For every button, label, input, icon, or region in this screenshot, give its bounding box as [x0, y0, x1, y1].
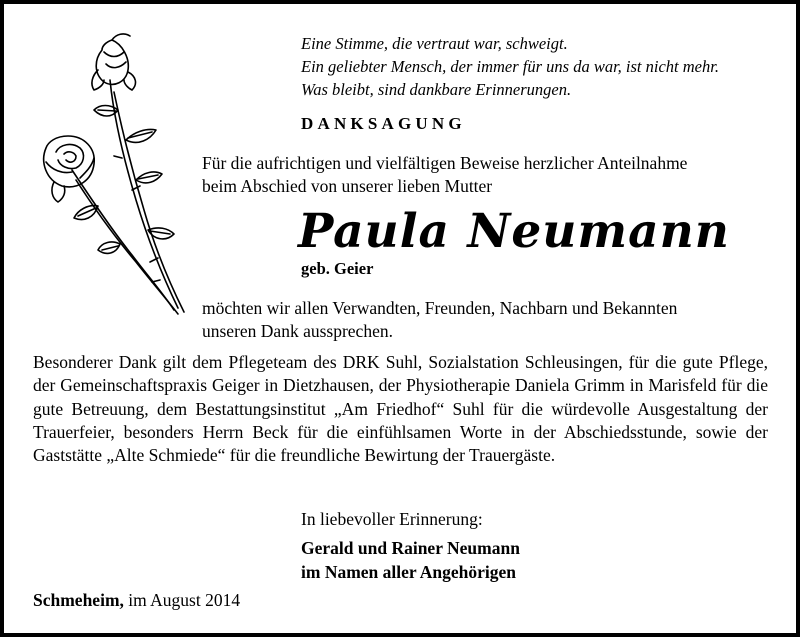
poem-line: Was bleibt, sind dankbare Erinnerungen.	[301, 80, 572, 99]
intro-line: beim Abschied von unserer lieben Mutter	[202, 176, 493, 196]
intro-text	[202, 152, 772, 198]
memorial-poem	[301, 32, 781, 101]
poem-line: Ein geliebter Mensch, der immer für uns da war, ist nicht mehr.	[301, 57, 719, 76]
rose-drawing-icon	[32, 30, 192, 320]
signatories	[301, 536, 520, 584]
poem-line: Eine Stimme, die vertraut war, schweigt.	[301, 34, 568, 53]
date: im August 2014	[128, 590, 241, 610]
deceased-name: Paula Neumann	[298, 204, 730, 259]
thanks-line: möchten wir allen Verwandten, Freunden, Nachbarn und Bekannten	[202, 298, 678, 318]
signatory-family: im Namen aller Angehörigen	[301, 562, 517, 582]
thanks-text	[202, 297, 772, 343]
intro-line: Für die aufrichtigen und vielfältigen Beweise herzlicher Anteilnahme	[202, 153, 688, 173]
notice-heading: DANKSAGUNG	[301, 114, 466, 133]
maiden-name: geb. Geier	[301, 259, 374, 278]
closing-phrase: In liebevoller Erinnerung:	[301, 509, 483, 529]
thanks-line: unseren Dank aussprechen.	[202, 321, 393, 341]
signatory-names: Gerald und Rainer Neumann	[301, 538, 520, 558]
place-and-date	[33, 590, 240, 611]
place: Schmeheim,	[33, 590, 124, 610]
special-thanks-paragraph: Besonderer Dank gilt dem Pflegeteam des DRK Suhl, Sozialstation Schleusingen, für die gute Pflege, der Gemeinschaftspraxis Geiger in Dietzhausen, der Physiotherapie Daniela Grimm in Marisfeld für die gute Betreuung, dem Bestattungsinstitut „Am Friedhof“ Suhl für die würdevolle Ausgestaltung der Trauerfeier, besonders Herrn Beck für die einfühlsamen Worte in der Abschiedsstunde, sowie der Gaststätte „Alte Schmiede“ für die freundliche Bewirtung der Trauergäste.	[33, 352, 768, 466]
